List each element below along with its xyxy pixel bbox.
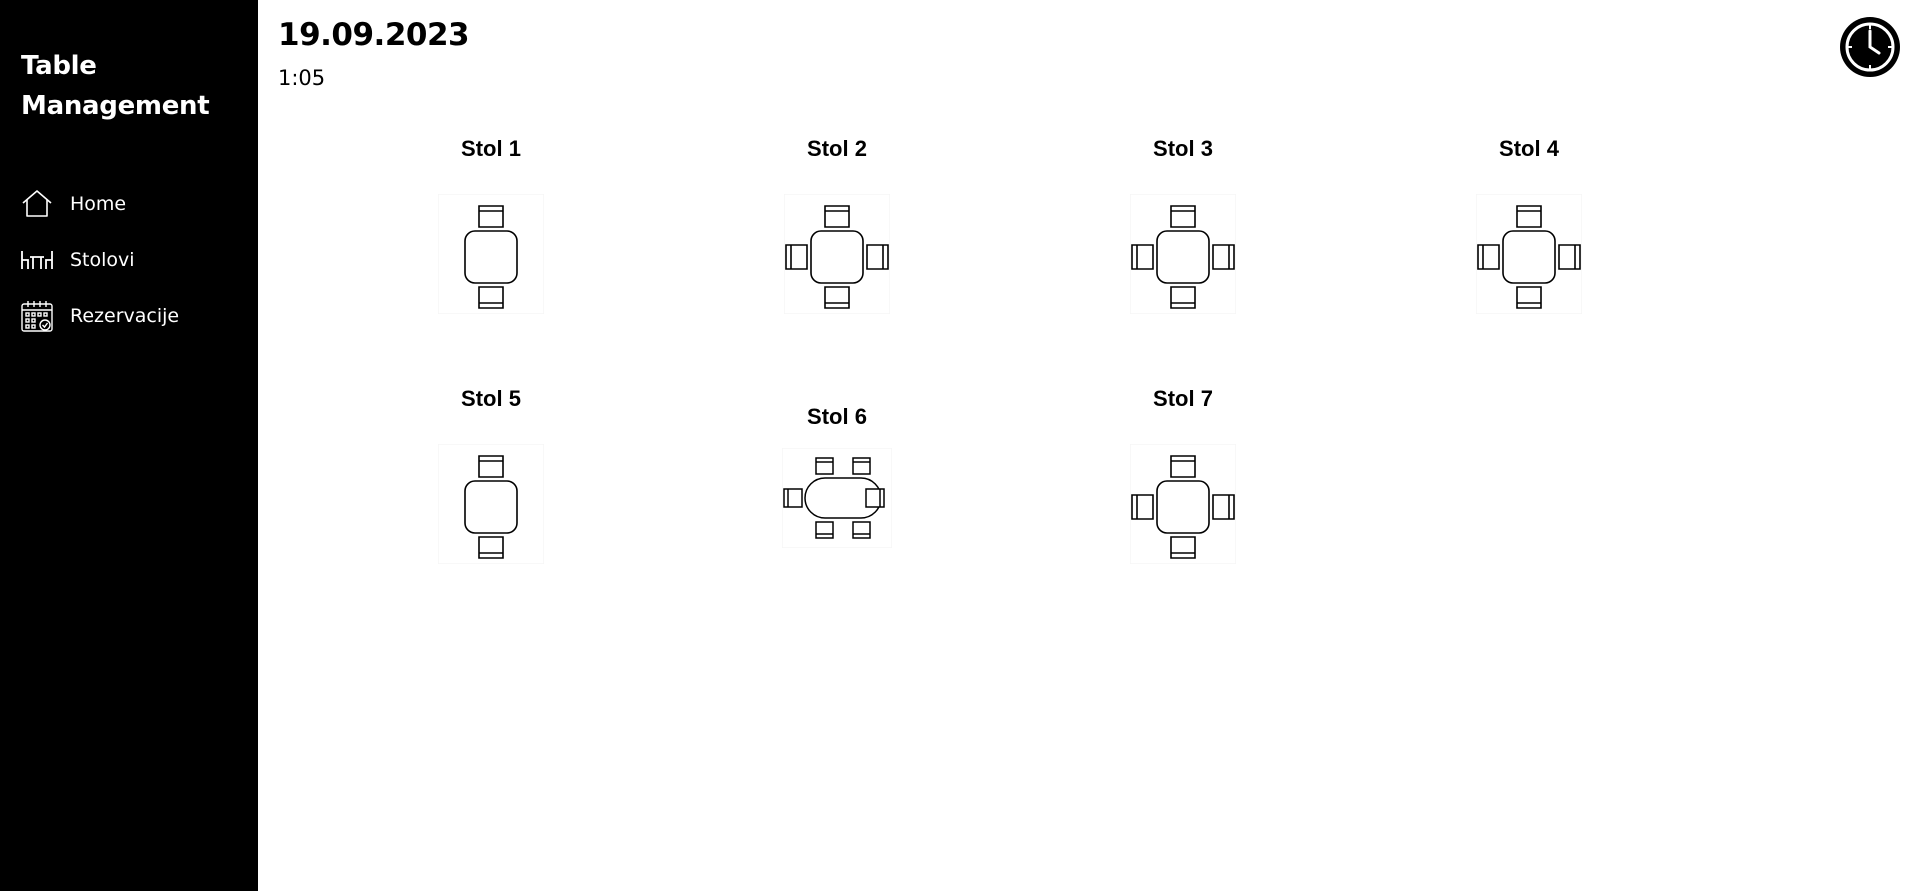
sidebar-item-rezervacije[interactable] (20, 288, 250, 344)
table-4-seat-icon (1476, 194, 1582, 314)
table-4-seat-icon (1130, 194, 1236, 314)
table-name: Stol 2 (807, 136, 867, 161)
home-icon (20, 187, 54, 221)
sidebar-item-home[interactable] (20, 176, 250, 232)
calendar-icon (20, 299, 54, 333)
table-name: Stol 3 (1153, 136, 1213, 161)
table-stol-4[interactable] (1419, 136, 1639, 162)
table-name: Stol 5 (461, 386, 521, 411)
table-name: Stol 1 (461, 136, 521, 161)
sidebar-item-label: Home (70, 193, 127, 215)
table-name: Stol 7 (1153, 386, 1213, 411)
current-time: 1:05 (278, 66, 326, 90)
sidebar-item-label: Rezervacije (70, 305, 180, 327)
table-name: Stol 4 (1499, 136, 1559, 161)
table-stol-7[interactable] (1073, 386, 1293, 412)
tables-icon (20, 243, 54, 277)
table-4-seat-icon (784, 194, 890, 314)
clock-icon (1839, 16, 1901, 78)
table-2-seat-icon (438, 444, 544, 564)
sidebar-item-label: Stolovi (70, 249, 135, 271)
table-stol-1[interactable] (381, 136, 601, 162)
app-title: Table Management (21, 51, 210, 121)
sidebar-item-stolovi[interactable] (20, 232, 250, 288)
table-4-seat-icon (1130, 444, 1236, 564)
sidebar (0, 0, 258, 891)
table-6-seat-icon (782, 448, 892, 548)
clock-button[interactable] (1839, 16, 1901, 78)
table-stol-2[interactable] (727, 136, 947, 162)
sidebar-nav (20, 176, 250, 344)
table-2-seat-icon (438, 194, 544, 314)
table-stol-3[interactable] (1073, 136, 1293, 162)
table-stol-5[interactable] (381, 386, 601, 412)
table-stol-6[interactable] (727, 404, 947, 430)
current-date: 19.09.2023 (278, 17, 470, 53)
table-name: Stol 6 (807, 404, 867, 429)
